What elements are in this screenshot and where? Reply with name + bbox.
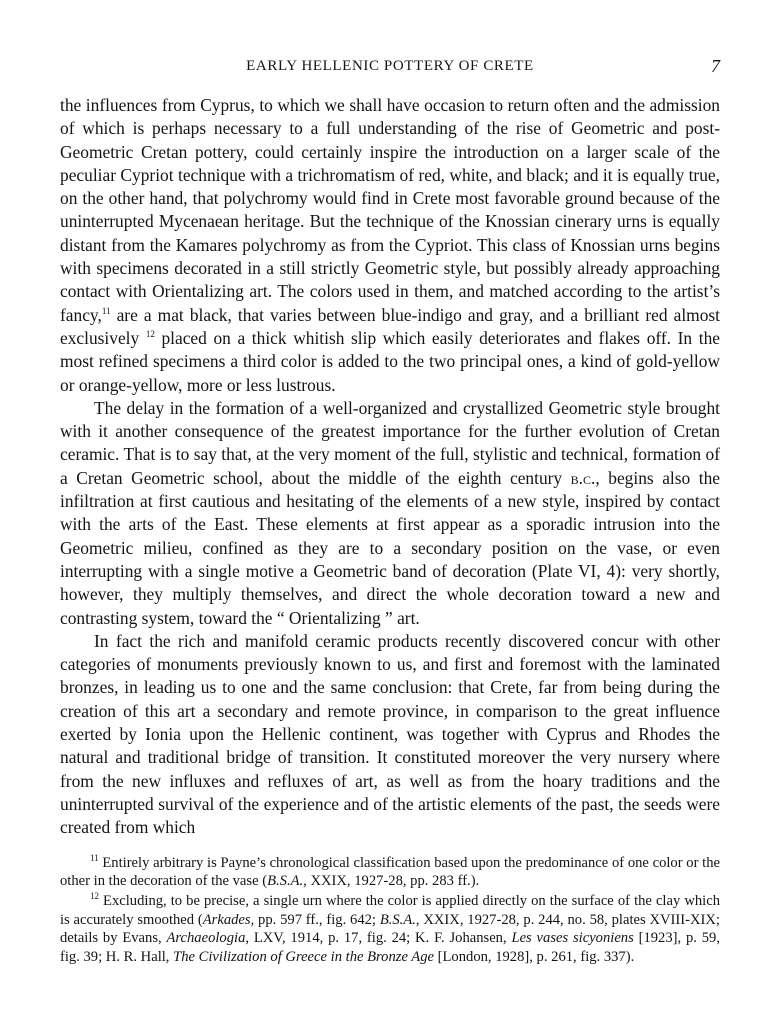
footnote-12-journal-archaeologia: Archaeologia	[166, 930, 246, 947]
footnote-12-text-d: , LXV, 1914, p. 17, fig. 24; K. F. Johansen,	[245, 930, 512, 947]
footnote-12-mark: 12	[90, 891, 99, 902]
book-page	[60, 56, 720, 976]
footnote-ref-11: 11	[101, 305, 111, 316]
paragraph-1	[60, 94, 720, 397]
paragraph-2-text-b: , begins also the infiltration at first cautious and hesitating of the elements of a new style, inspired by contact with the arts of the East. These elements at first appear as a sporadic intrusion into the Geometric milieu, confined as they are to a secondary position on the vase, or even interrupting with a single motive a Geometric band of decoration (Plate VI, 4): very shortly, however, they multiply themselves, and direct the whole decoration toward a new and contrasting system, toward the “ Orientalizing ” art.	[60, 467, 720, 628]
footnote-12-text-b: , pp. 597 ff., fig. 642;	[250, 911, 380, 928]
paragraph-1-text-c: placed on a thick whitish slip which easily deteriorates and flakes off. In the most refined specimens a third color is added to the two principal ones, a kind of gold-yellow or orange-yellow, more or less lustrous.	[60, 327, 720, 395]
footnotes	[60, 854, 720, 966]
paragraph-2-text-a: The delay in the formation of a well-organized and crystallized Geometric style brought with it another consequence of the greatest importance for the further evolution of Cretan ceramic. That is to say that, at the very moment of the full, stylistic and technical, formation of a Cretan Geometric school, about the middle of the eighth century	[60, 397, 720, 488]
footnote-12-text-c: , XXIX, 1927-28, p. 244, no. 58, plates XVIII-XIX; details by Evans,	[60, 911, 720, 947]
footnote-ref-12: 12	[145, 328, 155, 339]
footnote-11-text-b: , XXIX, 1927-28, pp. 283 ff.).	[303, 872, 480, 889]
page-number: 7	[711, 56, 720, 76]
footnote-12-title-arkades: Arkades	[202, 911, 251, 928]
paragraph-1-text-a: the influences from Cyprus, to which we shall have occasion to return often and the admission of which is perhaps necessary to a full understanding of the rise of Geometric and post-Geometric Cretan pottery, could certainly inspire the introduction on a larger scale of the peculiar Cypriot technique with a trichromatism of red, white, and black; and it is equally true, on the other hand, that polychromy would find in Crete most favorable ground because of the uninterrupted Mycenaean heritage. But the technique of the Knossian cinerary urns is equally distant from the Kamares polychromy as from the Cypriot. This class of Knossian urns begins with specimens decorated in a still strictly Geometric style, but possibly already approaching contact with Orientalizing art. The colors used in them, and matched according to the artist’s fancy,	[60, 95, 720, 325]
running-title: EARLY HELLENIC POTTERY OF CRETE	[246, 58, 534, 74]
footnote-12-title-civilization: The Civilization of Greece in the Bronze Age	[173, 948, 434, 965]
footnote-11-journal: B.S.A.	[267, 872, 304, 889]
footnote-12	[60, 892, 720, 966]
footnote-12-text-e: [1923], p. 59, fig. 39; H. R. Hall,	[60, 930, 720, 965]
paragraph-3-text: In fact the rich and manifold ceramic products recently discovered concur with other categories of monuments previously known to us, and first and foremost with the laminated bronzes, in leading us to one and the same conclusion: that Crete, far from being during the creation of this art a secondary and remote province, in comparison to the great influence exerted by Ionia upon the Hellenic continent, was together with Cyprus and Rhodes the natural and traditional bridge of transition. It constituted moreover the very nursery where from the new influxes and refluxes of art, as well as from the hoary traditions and the uninterrupted survival of the experience and of the artistic elements of the past, the seeds were created from which	[60, 630, 720, 838]
footnote-12-text-f: [London, 1928], p. 261, fig. 337).	[434, 948, 635, 965]
footnote-12-title-vases: Les vases sicyoniens	[511, 930, 634, 947]
footnote-11	[60, 854, 720, 891]
footnote-12-text-a: Excluding, to be precise, a single urn where the color is applied directly on the surface of the clay which is accurately smoothed (	[60, 893, 720, 928]
paragraph-3	[60, 630, 720, 840]
footnote-11-text-a: Entirely arbitrary is Payne’s chronological classification based upon the predominance of one color or the other in the decoration of the vase (	[60, 854, 720, 889]
paragraph-1-text-b: are a mat black, that varies between blue-indigo and gray, and a brilliant red almost exclusively	[60, 304, 720, 348]
paragraph-2	[60, 397, 720, 630]
era-abbreviation: b.c.	[570, 467, 596, 488]
footnote-11-mark: 11	[90, 852, 99, 863]
running-head	[60, 56, 720, 82]
body-text	[60, 94, 720, 840]
footnote-12-journal-bsa: B.S.A.	[379, 911, 416, 928]
